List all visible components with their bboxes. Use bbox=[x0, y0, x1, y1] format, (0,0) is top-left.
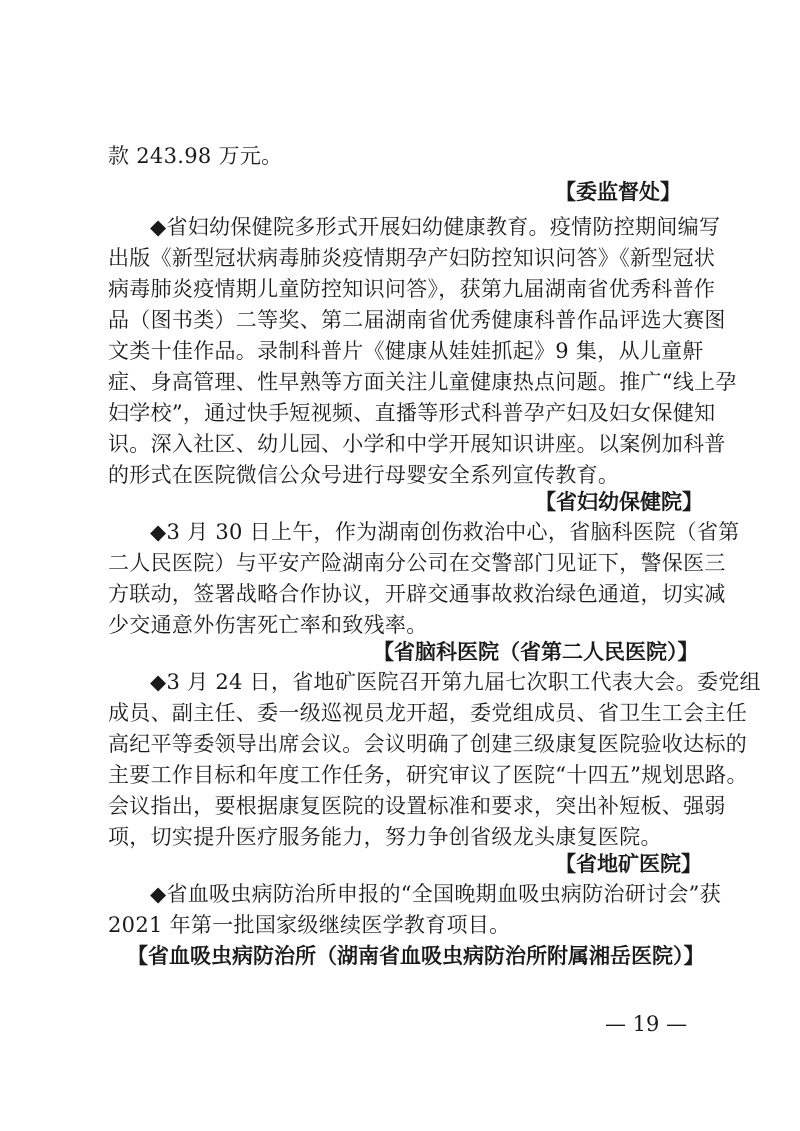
item3-line-5: 会议指出，要根据康复医院的设置标准和要求，突出补短板、强弱 bbox=[108, 794, 726, 818]
item1-line-8: 识。深入社区、幼儿园、小学和中学开展知识讲座。以案例加科普 bbox=[108, 432, 726, 456]
item2-line-4: 少交通意外伤害死亡率和致残率。 bbox=[108, 613, 428, 637]
item3-line-3: 高纪平等委领导出席会议。会议明确了创建三级康复医院验收达标的 bbox=[108, 732, 747, 756]
item1-line-2: 出版《新型冠状病毒肺炎疫情期孕产妇防控知识问答》《新型冠状 bbox=[108, 246, 716, 270]
item4-line-2: 2021 年第一批国家级继续医学教育项目。 bbox=[108, 913, 511, 937]
source-label-supervision: 【委监督处】 bbox=[555, 180, 681, 204]
page-number: — 19 — bbox=[605, 1012, 688, 1036]
item1-line-7: 妇学校”，通过快手短视频、直播等形式科普孕产妇及妇女保健知 bbox=[108, 401, 716, 425]
item3-line-2: 成员、副主任、委一级巡视员龙开超，委党组成员、省卫生工会主任 bbox=[108, 701, 747, 725]
item2-line-2: 二人民医院）与平安产险湖南分公司在交警部门见证下，警保医三 bbox=[108, 551, 726, 575]
item3-line-1: ◆3 月 24 日，省地矿医院召开第九届七次职工代表大会。委党组 bbox=[150, 670, 761, 694]
item2-line-3: 方联动，签署战略合作协议，开辟交通事故救治绿色通道，切实减 bbox=[108, 582, 726, 606]
item1-line-9: 的形式在医院微信公众号进行母婴安全系列宣传教育。 bbox=[108, 463, 620, 487]
source-label-brain: 【省脑科医院（省第二人民医院）】 bbox=[373, 640, 699, 664]
item1-line-4: 品（图书类）二等奖、第二届湖南省优秀健康科普作品评选大赛图 bbox=[108, 308, 726, 332]
item4-line-1: ◆省血吸虫病防治所申报的“全国晚期血吸虫病防治研讨会”获 bbox=[150, 882, 722, 906]
item1-line-6: 症、身高管理、性早熟等方面关注儿童健康热点问题。推广“线上孕 bbox=[108, 370, 737, 394]
item3-line-6: 项，切实提升医疗服务能力，努力争创省级龙头康复医院。 bbox=[108, 825, 662, 849]
item1-line-1: ◆省妇幼保健院多形式开展妇幼健康教育。疫情防控期间编写 bbox=[150, 215, 721, 239]
source-label-maternal: 【省妇幼保健院】 bbox=[535, 490, 703, 514]
item1-line-3: 病毒肺炎疫情期儿童防控知识问答》，获第九届湖南省优秀科普作 bbox=[108, 277, 716, 301]
item3-line-4: 主要工作目标和年度工作任务，研究审议了医院“十四五”规划思路。 bbox=[108, 763, 748, 787]
source-label-geomining: 【省地矿医院】 bbox=[555, 852, 702, 876]
source-label-schistosomiasis: 【省血吸虫病防治所（湖南省血吸虫病防治所附属湘岳医院）】 bbox=[127, 944, 705, 968]
item1-line-5: 文类十佳作品。录制科普片《健康从娃娃抓起》9 集，从儿童鼾 bbox=[108, 339, 704, 363]
item2-line-1: ◆3 月 30 日上午，作为湖南创伤救治中心，省脑科医院（省第 bbox=[150, 520, 740, 544]
intro-line: 款 243.98 万元。 bbox=[108, 144, 283, 168]
